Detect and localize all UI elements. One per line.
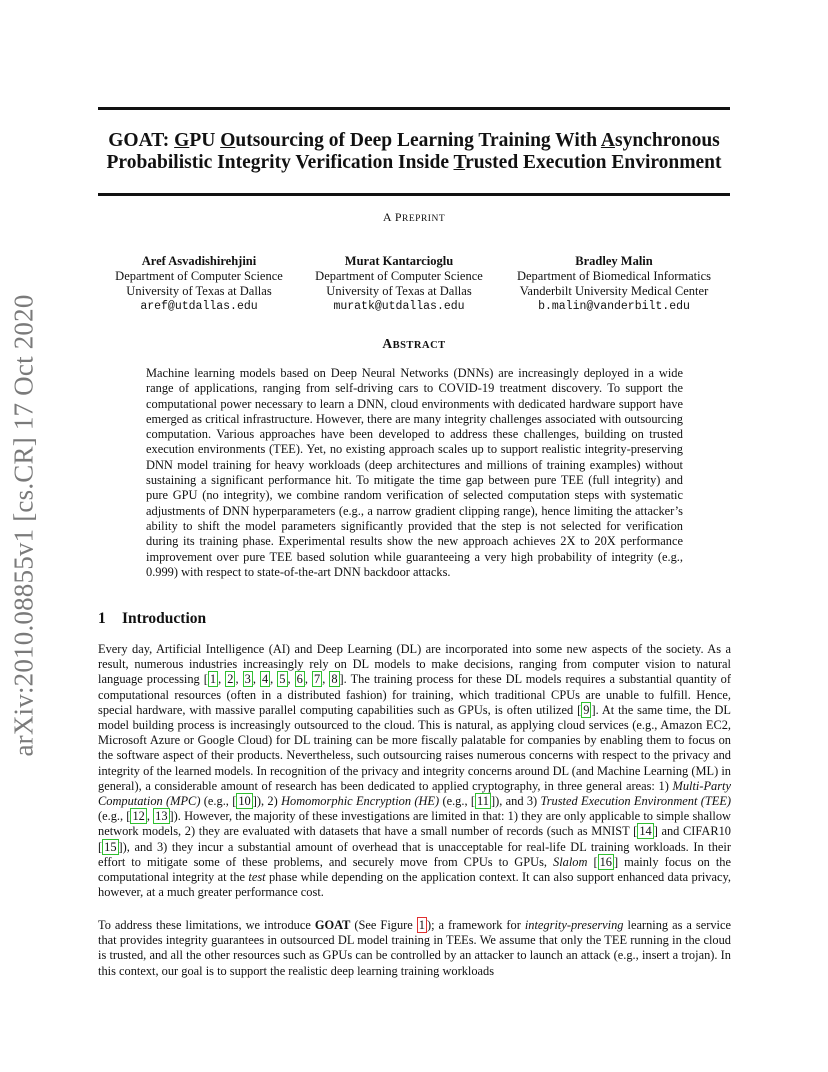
citation-link[interactable]: 5 bbox=[279, 672, 286, 687]
author-email[interactable]: muratk@utdallas.edu bbox=[333, 300, 465, 313]
citation-link[interactable]: 2 bbox=[227, 672, 234, 687]
citation-link[interactable]: 14 bbox=[639, 824, 652, 839]
citation-link[interactable]: 7 bbox=[313, 672, 321, 687]
author-name: Aref Asvadishirehjini bbox=[141, 254, 257, 268]
author-1 bbox=[99, 254, 299, 314]
citation-link[interactable]: 11 bbox=[477, 794, 489, 809]
section-heading-introduction bbox=[98, 610, 206, 628]
abstract-text: Machine learning models based on Deep Neural Networks (DNNs) are increasingly deployed in a wide range of applications, ranging from self-driving cars to COVID-19 treatment discovery. To support the computational power necessary to learn a DNN, cloud environments with dedicated hardware support have emerged as critical infrastructure. However, there are many integrity challenges associated with outsourcing computation. Various approaches have been developed to address these challenges, building on trusted execution environments (TEE). Yet, no existing approach scales up to support realistic integrity-preserving DNN model training for heavy workloads (deep architectures and millions of training examples) without sustaining a significant performance hit. To mitigate the time gap between pure TEE (full integrity) and pure GPU (no integrity), we combine random verification of selected computation steps with systematic adjustments of DNN hyperparameters (e.g., a narrow gradient clipping range), hence limiting the attacker’s ability to shift the model parameters significantly provided that the step is not selected for verification during its training phase. Experimental results show the new approach achieves 2X to 20X performance improvement over pure TEE based solution while guaranteeing a very high probability of integrity (e.g., 0.999) with respect to state-of-the-art DNN backdoor attacks. bbox=[146, 366, 683, 579]
arxiv-side-stamp bbox=[2, 290, 46, 760]
citation-link[interactable]: 10 bbox=[238, 794, 251, 809]
citation-link[interactable]: 6 bbox=[296, 672, 303, 687]
title-rule-bottom bbox=[98, 193, 730, 196]
paper-title: GOAT: GPU Outsourcing of Deep Learning Training With Asynchronous Probabilistic Integrity Verification Inside Trusted Execution Environment bbox=[106, 130, 722, 173]
arxiv-identifier: arXiv:2010.08855v1 [cs.CR] 17 Oct 2020 bbox=[8, 293, 39, 757]
author-institution: Vanderbilt University Medical Center bbox=[519, 284, 709, 298]
section-number: 1 bbox=[98, 610, 106, 627]
author-department: Department of Computer Science bbox=[315, 269, 483, 283]
author-3 bbox=[504, 254, 724, 314]
citation-link[interactable]: 15 bbox=[104, 839, 117, 854]
citation-link[interactable]: 9 bbox=[583, 702, 590, 717]
citation-link[interactable]: 12 bbox=[132, 809, 145, 824]
abstract-heading: ABSTRACT bbox=[382, 336, 446, 351]
citation-link[interactable]: 3 bbox=[244, 672, 251, 687]
figure-link[interactable]: 1 bbox=[418, 918, 425, 932]
section-title: Introduction bbox=[122, 610, 207, 627]
citation-link[interactable]: 1 bbox=[209, 672, 217, 687]
intro-paragraph-1: Every day, Artificial Intelligence (AI) and Deep Learning (DL) are incorporated into some new aspects of the society. As a result, numerous industries increasingly rely on DL models to make decisions, ranging from computer vision to natural language processing [ 1 , 2 , 3 , 4 , 5 , 6 , 7 , 8 ]. The training process for these DL models requires a substantial quantity of computational resources (often in a distributed fashion) for training, which traditional CPUs are unable to fulfill. Hence, special hardware, with massive parallel computing capabilities such as GPUs, is often utilized [ 9 ]. At the same time, the DL model building process is increasingly outsourced to the cloud. This is natural, as applying cloud services (e.g., Amazon EC2, Microsoft Azure or Google Cloud) for DL training can be more fiscally palatable for companies by enabling them to focus on the software aspect of their products. Nevertheless, such outsourcing raises numerous concerns with respect to the privacy and integrity of the learned models. In recognition of the privacy and integrity concerns around DL (and Machine Learning (ML) in general), a considerable amount of research has been dedicated to applied cryptography, in three general areas: 1) Multi-Party Computation (MPC) (e.g., [ 10 ]), 2) Homomorphic Encryption (HE) (e.g., [ 11 ]), and 3) Trusted Execution Environment (TEE) (e.g., [ 12 , 13 ]). However, the majority of these investigations are limited in that: 1) they are only applicable to simple shallow network models, 2) they are evaluated with datasets that have a small number of records (such as MNIST [ 14 ] and CIFAR10 [ 15 ]), and 3) they incur a substantial amount of overhead that is unacceptable for real-life DL training workloads. In their effort to mitigate some of these problems, and securely move from CPUs to GPUs, Slalom [ 16 ] mainly focus on the computational integrity at the test phase while depending on the application context. It can also support enhanced data privacy, however, at a much greater performance cost. bbox=[98, 642, 732, 900]
author-email[interactable]: aref@utdallas.edu bbox=[140, 300, 258, 313]
author-2 bbox=[299, 254, 499, 314]
author-department: Department of Biomedical Informatics bbox=[516, 269, 712, 283]
preprint-label: A PREPRINT bbox=[382, 210, 446, 224]
citation-link[interactable]: 13 bbox=[155, 809, 168, 824]
citation-link[interactable]: 8 bbox=[331, 672, 338, 687]
author-institution: University of Texas at Dallas bbox=[126, 284, 272, 298]
author-name: Bradley Malin bbox=[575, 254, 653, 268]
author-name: Murat Kantarcioglu bbox=[344, 254, 454, 268]
citation-link[interactable]: 4 bbox=[261, 672, 269, 687]
intro-paragraph-2: To address these limitations, we introduce GOAT (See Figure 1 ); a framework for integrity-preserving learning as a service that provides integrity guarantees in outsourced DL model training in TEEs. We assume that only the TEE running in the cloud is trusted, and all the other resources such as GPUs can be controlled by an attacker to launch an attack (e.g., insert a trojan). In this context, our goal is to support the realistic deep learning training workloads bbox=[98, 918, 731, 978]
author-department: Department of Computer Science bbox=[115, 269, 283, 283]
title-rule-top bbox=[98, 107, 730, 110]
author-institution: University of Texas at Dallas bbox=[326, 284, 472, 298]
author-email[interactable]: b.malin@vanderbilt.edu bbox=[538, 300, 690, 313]
citation-link[interactable]: 16 bbox=[599, 854, 612, 869]
author-block bbox=[98, 254, 730, 314]
